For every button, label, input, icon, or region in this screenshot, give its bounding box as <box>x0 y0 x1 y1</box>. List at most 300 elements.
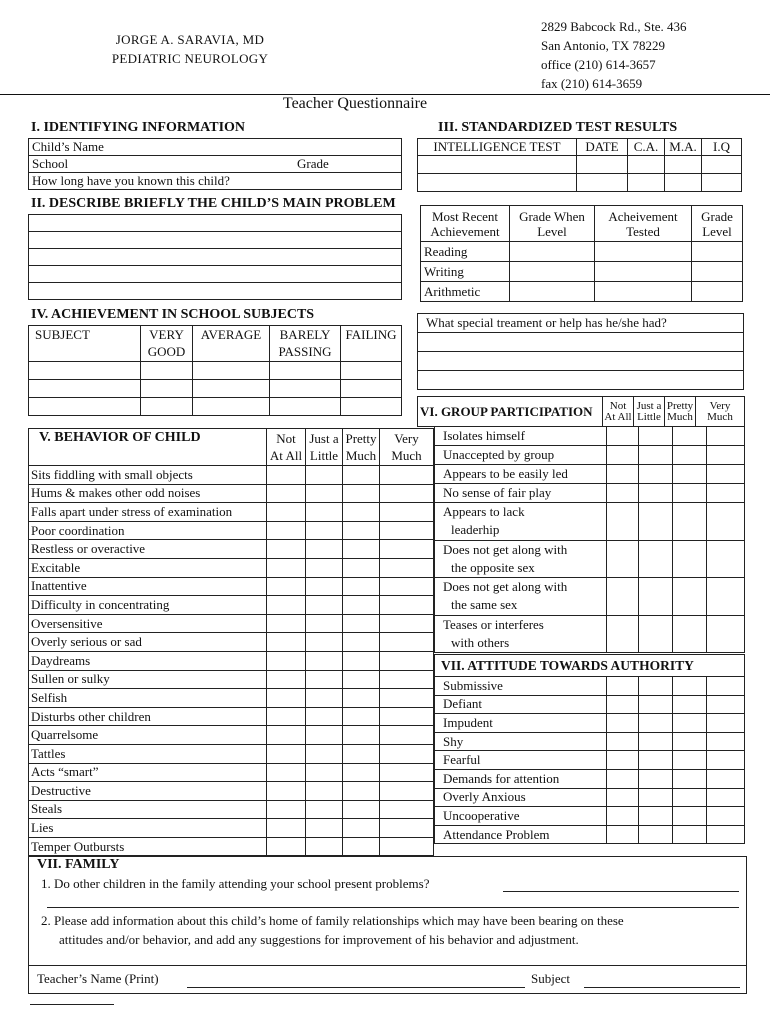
section-1-title: I. IDENTIFYING INFORMATION <box>31 120 246 135</box>
rating-cell[interactable] <box>267 689 306 708</box>
rating-cell[interactable] <box>607 503 639 541</box>
rating-cell[interactable] <box>639 788 673 807</box>
rating-cell[interactable] <box>343 782 380 801</box>
family-divider <box>29 965 746 966</box>
rating-cell[interactable] <box>306 484 343 503</box>
rating-cell[interactable] <box>306 763 343 782</box>
test-cell[interactable] <box>665 156 702 174</box>
rating-cell[interactable] <box>607 615 639 653</box>
behavior-item: Restless or overactive <box>29 540 267 559</box>
rating-cell[interactable] <box>267 707 306 726</box>
ach-cell[interactable] <box>510 262 595 282</box>
rating-cell[interactable] <box>343 633 380 652</box>
rating-cell[interactable] <box>343 577 380 596</box>
subject-cell[interactable] <box>270 362 341 380</box>
ach-cell[interactable] <box>692 262 743 282</box>
rating-cell[interactable] <box>306 726 343 745</box>
behavior-item: Destructive <box>29 782 267 801</box>
test-cell[interactable] <box>577 156 628 174</box>
ach-cell[interactable] <box>692 282 743 302</box>
rating-cell[interactable] <box>607 751 639 770</box>
form-title: Teacher Questionnaire <box>282 95 428 112</box>
ach-cell[interactable] <box>595 262 692 282</box>
q1-answer-line[interactable] <box>503 891 739 892</box>
rating-cell[interactable] <box>607 769 639 788</box>
rating-cell[interactable] <box>306 503 343 522</box>
col-grade-level: Grade Level <box>692 206 743 242</box>
rating-cell[interactable] <box>380 763 434 782</box>
problem-line[interactable] <box>29 215 402 232</box>
test-cell[interactable] <box>702 174 742 192</box>
rating-cell[interactable] <box>380 744 434 763</box>
problem-line[interactable] <box>29 249 402 266</box>
address-line-2: San Antonio, TX 78229 <box>541 38 665 53</box>
rating-cell[interactable] <box>607 807 639 826</box>
rating-cell[interactable] <box>306 577 343 596</box>
rating-cell[interactable] <box>267 800 306 819</box>
achievement-levels-table <box>420 205 743 302</box>
rating-cell[interactable] <box>607 825 639 844</box>
subject-line[interactable] <box>584 987 740 988</box>
behavior-item: Selfish <box>29 689 267 708</box>
behavior-item: Sullen or sulky <box>29 670 267 689</box>
section-5-title: V. BEHAVIOR OF CHILD <box>29 429 267 466</box>
col-achievement-tested: Acheivement Tested <box>595 206 692 242</box>
grade-label: Grade <box>297 156 329 171</box>
attitude-item: Defiant <box>435 695 607 714</box>
footer-rule <box>30 1004 114 1005</box>
behavior-item: Sits fiddling with small objects <box>29 466 267 485</box>
rating-cell[interactable] <box>607 695 639 714</box>
rating-cell[interactable] <box>707 769 745 788</box>
rating-cell[interactable] <box>343 837 380 856</box>
row-reading-label: Reading <box>421 242 510 262</box>
behavior-table <box>28 428 434 856</box>
col-most-recent: Most Recent Achievement <box>421 206 510 242</box>
rating-cell[interactable] <box>306 782 343 801</box>
rating-cell[interactable] <box>607 677 639 696</box>
test-results-table <box>417 138 742 192</box>
col-barely-passing: BARELY PASSING <box>270 326 341 362</box>
rating-cell[interactable] <box>267 670 306 689</box>
rating-cell[interactable] <box>306 837 343 856</box>
rating-cell[interactable] <box>380 782 434 801</box>
col-not-at-all: Not At All <box>603 397 634 427</box>
rating-cell[interactable] <box>639 427 673 446</box>
ach-cell[interactable] <box>595 242 692 262</box>
rating-cell[interactable] <box>267 521 306 540</box>
section-4-title: IV. ACHIEVEMENT IN SCHOOL SUBJECTS <box>31 307 315 322</box>
test-cell[interactable] <box>418 174 577 192</box>
known-duration-field[interactable] <box>29 173 402 190</box>
rating-cell[interactable] <box>707 825 745 844</box>
rating-cell[interactable] <box>707 751 745 770</box>
subject-cell[interactable] <box>193 398 270 416</box>
rating-cell[interactable] <box>639 465 673 484</box>
subject-cell[interactable] <box>29 380 141 398</box>
rating-cell[interactable] <box>267 726 306 745</box>
subject-cell[interactable] <box>141 398 193 416</box>
rating-cell[interactable] <box>343 540 380 559</box>
q1-extra-line[interactable] <box>47 907 739 908</box>
known-duration-label: How long have you known this child? <box>32 173 230 188</box>
rating-cell[interactable] <box>380 726 434 745</box>
behavior-item: Inattentive <box>29 577 267 596</box>
rating-cell[interactable] <box>380 466 434 485</box>
family-question-2-line-2: attitudes and/or behavior, and add any suggestions for improvement of his behavior and adjustment. <box>59 932 579 947</box>
rating-cell[interactable] <box>673 788 707 807</box>
rating-cell[interactable] <box>267 837 306 856</box>
rating-cell[interactable] <box>607 788 639 807</box>
behavior-item: Steals <box>29 800 267 819</box>
school-label: School <box>32 156 69 171</box>
rating-cell[interactable] <box>673 615 707 653</box>
rating-cell[interactable] <box>607 578 639 616</box>
rating-cell[interactable] <box>267 466 306 485</box>
rating-cell[interactable] <box>267 763 306 782</box>
behavior-item: Overly serious or sad <box>29 633 267 652</box>
row-writing-label: Writing <box>421 262 510 282</box>
rating-cell[interactable] <box>380 670 434 689</box>
rating-cell[interactable] <box>306 540 343 559</box>
behavior-item: Poor coordination <box>29 521 267 540</box>
childs-name-field[interactable] <box>29 139 402 156</box>
rating-cell[interactable] <box>267 577 306 596</box>
rating-cell[interactable] <box>707 807 745 826</box>
rating-cell[interactable] <box>639 714 673 733</box>
childs-name-label: Child’s Name <box>32 139 104 154</box>
ach-cell[interactable] <box>692 242 743 262</box>
behavior-item: Difficulty in concentrating <box>29 596 267 615</box>
attitude-item: Fearful <box>435 751 607 770</box>
rating-cell[interactable] <box>607 484 639 503</box>
special-help-line[interactable] <box>418 333 744 352</box>
col-ca: C.A. <box>628 139 665 156</box>
rating-cell[interactable] <box>380 633 434 652</box>
rating-cell[interactable] <box>306 466 343 485</box>
group-item: Does not get along with the opposite sex <box>435 540 607 578</box>
main-problem-lines <box>28 214 402 300</box>
rating-cell[interactable] <box>707 465 745 484</box>
rating-cell[interactable] <box>343 521 380 540</box>
rating-cell[interactable] <box>380 521 434 540</box>
subject-label: Subject <box>531 971 570 986</box>
specialty: PEDIATRIC NEUROLOGY <box>111 51 269 66</box>
rating-cell[interactable] <box>607 732 639 751</box>
rating-cell[interactable] <box>380 503 434 522</box>
test-cell[interactable] <box>577 174 628 192</box>
ach-cell[interactable] <box>510 282 595 302</box>
rating-cell[interactable] <box>343 484 380 503</box>
rating-cell[interactable] <box>343 596 380 615</box>
rating-cell[interactable] <box>343 744 380 763</box>
section-6-title: VI. GROUP PARTICIPATION <box>418 397 603 427</box>
rating-cell[interactable] <box>673 677 707 696</box>
group-participation-table <box>434 426 745 653</box>
behavior-item: Daydreams <box>29 651 267 670</box>
doctor-name: JORGE A. SARAVIA, MD <box>115 32 265 47</box>
practice-name-block <box>60 30 320 68</box>
col-iq: I.Q <box>702 139 742 156</box>
ach-cell[interactable] <box>595 282 692 302</box>
subject-cell[interactable] <box>341 380 402 398</box>
rating-cell[interactable] <box>707 578 745 616</box>
behavior-item: Acts “smart” <box>29 763 267 782</box>
group-item: Unaccepted by group <box>435 446 607 465</box>
rating-cell[interactable] <box>306 558 343 577</box>
col-pretty-much: Pretty Much <box>665 397 696 427</box>
rating-cell[interactable] <box>639 732 673 751</box>
rating-cell[interactable] <box>306 633 343 652</box>
family-title: VII. FAMILY <box>37 857 120 872</box>
rating-cell[interactable] <box>267 819 306 838</box>
rating-cell[interactable] <box>673 695 707 714</box>
subject-cell[interactable] <box>141 362 193 380</box>
test-cell[interactable] <box>418 156 577 174</box>
col-very-much: Very Much <box>380 429 434 466</box>
group-participation-header <box>417 396 745 427</box>
group-item: Appears to lack leaderhip <box>435 503 607 541</box>
rating-cell[interactable] <box>343 819 380 838</box>
rating-cell[interactable] <box>380 614 434 633</box>
rating-cell[interactable] <box>267 503 306 522</box>
section-3-title: III. STANDARDIZED TEST RESULTS <box>438 120 678 135</box>
subject-cell[interactable] <box>29 398 141 416</box>
rating-cell[interactable] <box>639 677 673 696</box>
col-ma: M.A. <box>665 139 702 156</box>
rating-cell[interactable] <box>267 744 306 763</box>
col-just-a-little: Just a Little <box>634 397 665 427</box>
rating-cell[interactable] <box>343 763 380 782</box>
subject-cell[interactable] <box>270 398 341 416</box>
subject-cell[interactable] <box>341 362 402 380</box>
rating-cell[interactable] <box>639 615 673 653</box>
rating-cell[interactable] <box>673 751 707 770</box>
behavior-item: Tattles <box>29 744 267 763</box>
rating-cell[interactable] <box>673 503 707 541</box>
attitude-item: Demands for attention <box>435 769 607 788</box>
rating-cell[interactable] <box>343 614 380 633</box>
test-cell[interactable] <box>665 174 702 192</box>
rating-cell[interactable] <box>673 427 707 446</box>
subject-cell[interactable] <box>141 380 193 398</box>
rating-cell[interactable] <box>639 484 673 503</box>
attitude-item: Uncooperative <box>435 807 607 826</box>
rating-cell[interactable] <box>343 651 380 670</box>
rating-cell[interactable] <box>380 558 434 577</box>
rating-cell[interactable] <box>343 800 380 819</box>
rating-cell[interactable] <box>639 578 673 616</box>
attitude-table <box>434 654 745 844</box>
attitude-item: Overly Anxious <box>435 788 607 807</box>
rating-cell[interactable] <box>306 651 343 670</box>
rating-cell[interactable] <box>673 578 707 616</box>
rating-cell[interactable] <box>306 596 343 615</box>
section-2-title: II. DESCRIBE BRIEFLY THE CHILD’S MAIN PROBLEM <box>31 196 396 211</box>
family-question-2-line-1: 2. Please add information about this child’s home of family relationships which may have been bearing on these <box>41 913 624 928</box>
rating-cell[interactable] <box>707 503 745 541</box>
rating-cell[interactable] <box>707 677 745 696</box>
special-help-table <box>417 313 744 390</box>
problem-line[interactable] <box>29 283 402 300</box>
subject-cell[interactable] <box>29 362 141 380</box>
rating-cell[interactable] <box>380 540 434 559</box>
rating-cell[interactable] <box>707 540 745 578</box>
fax-number: fax (210) 614-3659 <box>541 76 643 91</box>
section-7-title: VII. ATTITUDE TOWARDS AUTHORITY <box>435 655 745 677</box>
rating-cell[interactable] <box>673 540 707 578</box>
rating-cell[interactable] <box>343 726 380 745</box>
rating-cell[interactable] <box>639 751 673 770</box>
problem-line[interactable] <box>29 266 402 283</box>
rating-cell[interactable] <box>639 807 673 826</box>
school-field[interactable] <box>29 156 402 173</box>
rating-cell[interactable] <box>380 651 434 670</box>
rating-cell[interactable] <box>306 819 343 838</box>
teacher-name-label: Teacher’s Name (Print) <box>37 971 159 986</box>
rating-cell[interactable] <box>306 521 343 540</box>
rating-cell[interactable] <box>707 788 745 807</box>
family-question-1: 1. Do other children in the family attending your school present problems? <box>41 876 430 891</box>
behavior-item: Excitable <box>29 558 267 577</box>
rating-cell[interactable] <box>380 800 434 819</box>
rating-cell[interactable] <box>306 670 343 689</box>
group-item: Does not get along with the same sex <box>435 578 607 616</box>
rating-cell[interactable] <box>380 577 434 596</box>
behavior-item: Temper Outbursts <box>29 837 267 856</box>
rating-cell[interactable] <box>639 825 673 844</box>
col-pretty-much: Pretty Much <box>343 429 380 466</box>
rating-cell[interactable] <box>343 707 380 726</box>
col-failing: FAILING <box>341 326 402 362</box>
rating-cell[interactable] <box>343 689 380 708</box>
rating-cell[interactable] <box>607 446 639 465</box>
col-just-a-little: Just a Little <box>306 429 343 466</box>
rating-cell[interactable] <box>267 540 306 559</box>
rating-cell[interactable] <box>267 651 306 670</box>
rating-cell[interactable] <box>380 596 434 615</box>
teacher-name-line[interactable] <box>187 987 525 988</box>
rating-cell[interactable] <box>380 707 434 726</box>
rating-cell[interactable] <box>380 819 434 838</box>
subject-cell[interactable] <box>341 398 402 416</box>
identifying-info-table <box>28 138 402 190</box>
rating-cell[interactable] <box>707 427 745 446</box>
rating-cell[interactable] <box>673 769 707 788</box>
col-subject: SUBJECT <box>29 326 141 362</box>
rating-cell[interactable] <box>343 670 380 689</box>
problem-line[interactable] <box>29 232 402 249</box>
rating-cell[interactable] <box>380 484 434 503</box>
rating-cell[interactable] <box>607 465 639 484</box>
rating-cell[interactable] <box>639 540 673 578</box>
row-arithmetic-label: Arithmetic <box>421 282 510 302</box>
rating-cell[interactable] <box>607 540 639 578</box>
col-date: DATE <box>577 139 628 156</box>
rating-cell[interactable] <box>673 714 707 733</box>
test-cell[interactable] <box>628 156 665 174</box>
rating-cell[interactable] <box>673 825 707 844</box>
col-grade-when: Grade When Level <box>510 206 595 242</box>
rating-cell[interactable] <box>639 769 673 788</box>
office-phone: office (210) 614-3657 <box>541 57 656 72</box>
rating-cell[interactable] <box>306 614 343 633</box>
rating-cell[interactable] <box>267 782 306 801</box>
rating-cell[interactable] <box>267 484 306 503</box>
school-subjects-table <box>28 325 402 416</box>
behavior-item: Lies <box>29 819 267 838</box>
address-line-1: 2829 Babcock Rd., Ste. 436 <box>541 19 687 34</box>
test-cell[interactable] <box>702 156 742 174</box>
rating-cell[interactable] <box>343 503 380 522</box>
rating-cell[interactable] <box>707 714 745 733</box>
rating-cell[interactable] <box>607 714 639 733</box>
ach-cell[interactable] <box>510 242 595 262</box>
col-intelligence-test: INTELLIGENCE TEST <box>418 139 577 156</box>
rating-cell[interactable] <box>343 466 380 485</box>
col-very-much: Very Much <box>696 397 745 427</box>
rating-cell[interactable] <box>707 732 745 751</box>
special-help-line[interactable] <box>418 371 744 390</box>
rating-cell[interactable] <box>607 427 639 446</box>
subject-cell[interactable] <box>270 380 341 398</box>
attitude-item: Shy <box>435 732 607 751</box>
group-item: Isolates himself <box>435 427 607 446</box>
group-item: No sense of fair play <box>435 484 607 503</box>
rating-cell[interactable] <box>639 695 673 714</box>
rating-cell[interactable] <box>306 707 343 726</box>
rating-cell[interactable] <box>707 615 745 653</box>
rating-cell[interactable] <box>380 837 434 856</box>
rating-cell[interactable] <box>267 614 306 633</box>
rating-cell[interactable] <box>306 689 343 708</box>
rating-cell[interactable] <box>380 689 434 708</box>
rating-cell[interactable] <box>707 695 745 714</box>
rating-cell[interactable] <box>267 596 306 615</box>
group-item: Teases or interferes with others <box>435 615 607 653</box>
rating-cell[interactable] <box>707 484 745 503</box>
practice-address-block <box>541 17 687 93</box>
col-not-at-all: Not At All <box>267 429 306 466</box>
test-cell[interactable] <box>628 174 665 192</box>
rating-cell[interactable] <box>673 732 707 751</box>
rating-cell[interactable] <box>267 633 306 652</box>
rating-cell[interactable] <box>673 484 707 503</box>
special-help-question: What special treament or help has he/she had? <box>418 314 744 333</box>
rating-cell[interactable] <box>343 558 380 577</box>
rating-cell[interactable] <box>673 446 707 465</box>
col-average: AVERAGE <box>193 326 270 362</box>
attitude-item: Attendance Problem <box>435 825 607 844</box>
rating-cell[interactable] <box>306 800 343 819</box>
behavior-item: Quarrelsome <box>29 726 267 745</box>
group-item: Appears to be easily led <box>435 465 607 484</box>
rating-cell[interactable] <box>306 744 343 763</box>
behavior-item: Oversensitive <box>29 614 267 633</box>
attitude-item: Impudent <box>435 714 607 733</box>
behavior-item: Disturbs other children <box>29 707 267 726</box>
rating-cell[interactable] <box>639 503 673 541</box>
subject-cell[interactable] <box>193 380 270 398</box>
rating-cell[interactable] <box>673 465 707 484</box>
subject-cell[interactable] <box>193 362 270 380</box>
special-help-line[interactable] <box>418 352 744 371</box>
rating-cell[interactable] <box>267 558 306 577</box>
rating-cell[interactable] <box>707 446 745 465</box>
rating-cell[interactable] <box>639 446 673 465</box>
rating-cell[interactable] <box>673 807 707 826</box>
behavior-item: Falls apart under stress of examination <box>29 503 267 522</box>
